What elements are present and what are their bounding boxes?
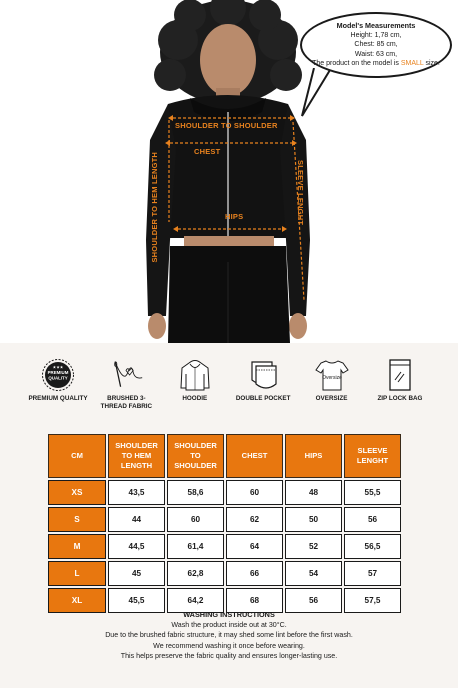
table-cell: 45,5 [108,588,165,613]
size-cell: L [48,561,106,586]
size-cell: M [48,534,106,559]
callout-tail [300,68,340,118]
double-pocket-icon [245,358,281,392]
washing-line: This helps preserve the fabric quality and ensures longer-lasting use. [120,651,338,660]
table-cell: 45 [108,561,165,586]
needle-thread-icon [108,358,144,392]
product-photo [0,0,458,343]
callout-product-size: SMALL [400,60,424,68]
oversize-icon-text: Oversize [321,375,342,381]
feature-hoodie [165,358,225,428]
feature-double-pocket [233,358,293,428]
feature-zip-lock-bag [370,358,430,428]
feature-label: BRUSHED 3-THREAD FABRIC [100,395,153,410]
table-cell: 56 [344,507,401,532]
washing-title: WASHING INSTRUCTIONS [183,610,275,619]
premium-icon-text-bottom: QUALITY [48,375,68,381]
label-shoulder-to-hem: SHOULDER TO HEM LENGTH [150,152,159,263]
table-header-row [48,434,401,478]
feature-label: ZIP LOCK BAG [377,395,423,402]
feature-label: OVERSIZE [315,395,348,402]
table-cell: 57,5 [344,588,401,613]
table-cell: 52 [285,534,342,559]
feature-label: HOODIE [182,395,208,402]
header-sleeve-length: SLEEVE LENGHT [344,434,401,478]
size-cell: S [48,507,106,532]
table-row [48,534,401,559]
table-cell: 56 [285,588,342,613]
feature-brushed-fabric [96,358,156,428]
hoodie-icon [177,358,213,392]
table-cell: 57 [344,561,401,586]
feature-premium-quality [28,358,88,428]
header-shoulder-to-shoulder: SHOULDER TO SHOULDER [167,434,224,478]
callout-product-suffix: size. [423,60,440,68]
size-cell: XL [48,588,106,613]
table-cell: 48 [285,480,342,505]
table-cell: 44,5 [108,534,165,559]
size-chart-table [46,432,403,615]
header-chest: CHEST [226,434,283,478]
model-measurements-bubble [300,12,452,78]
premium-quality-icon [40,358,76,392]
table-row [48,507,401,532]
table-cell: 62 [226,507,283,532]
table-cell: 43,5 [108,480,165,505]
table-cell: 54 [285,561,342,586]
washing-instructions [0,610,458,661]
washing-line: Wash the product inside out at 30°C. [171,621,287,630]
table-row [48,561,401,586]
callout-title: Model's Measurements [336,21,416,31]
feature-label: DOUBLE POCKET [235,395,291,402]
callout-height: Height: 1,78 cm, [350,31,402,39]
callout-product-size-line [312,59,440,68]
table-cell: 61,4 [167,534,224,559]
size-cell: XS [48,480,106,505]
feature-icons-row [28,358,430,428]
oversize-shirt-icon [314,358,350,392]
label-hips: HIPS [225,212,244,221]
label-chest: CHEST [194,147,221,156]
table-cell: 64 [226,534,283,559]
label-sleeve-length: SLEEVE LENGHT [296,160,305,226]
feature-label: PREMIUM QUALITY [28,395,88,402]
table-cell: 60 [167,507,224,532]
table-cell: 66 [226,561,283,586]
table-cell: 68 [226,588,283,613]
feature-oversize [302,358,362,428]
table-cell: 44 [108,507,165,532]
header-shoulder-to-hem: SHOULDER TO HEM LENGTH [108,434,165,478]
callout-chest: Chest: 85 cm, [354,41,398,49]
zip-bag-icon [382,358,418,392]
callout-waist: Waist: 63 cm, [354,50,398,58]
premium-icon-text-top: PREMIUM [47,370,69,375]
svg-text:★★★: ★★★ [52,364,64,370]
header-hips: HIPS [285,434,342,478]
header-cm: CM [48,434,106,478]
table-cell: 56,5 [344,534,401,559]
table-cell: 60 [226,480,283,505]
table-cell: 50 [285,507,342,532]
label-shoulder-to-shoulder: SHOULDER TO SHOULDER [175,121,278,130]
table-cell: 64,2 [167,588,224,613]
table-cell: 58,6 [167,480,224,505]
washing-line: Due to the brushed fabric structure, it may shed some lint before the first wash. [105,631,353,640]
callout-product-prefix: The product on the model is [312,60,401,68]
table-cell: 55,5 [344,480,401,505]
washing-line: We recommend washing it once before wearing. [153,641,305,650]
table-row [48,480,401,505]
table-cell: 62,8 [167,561,224,586]
